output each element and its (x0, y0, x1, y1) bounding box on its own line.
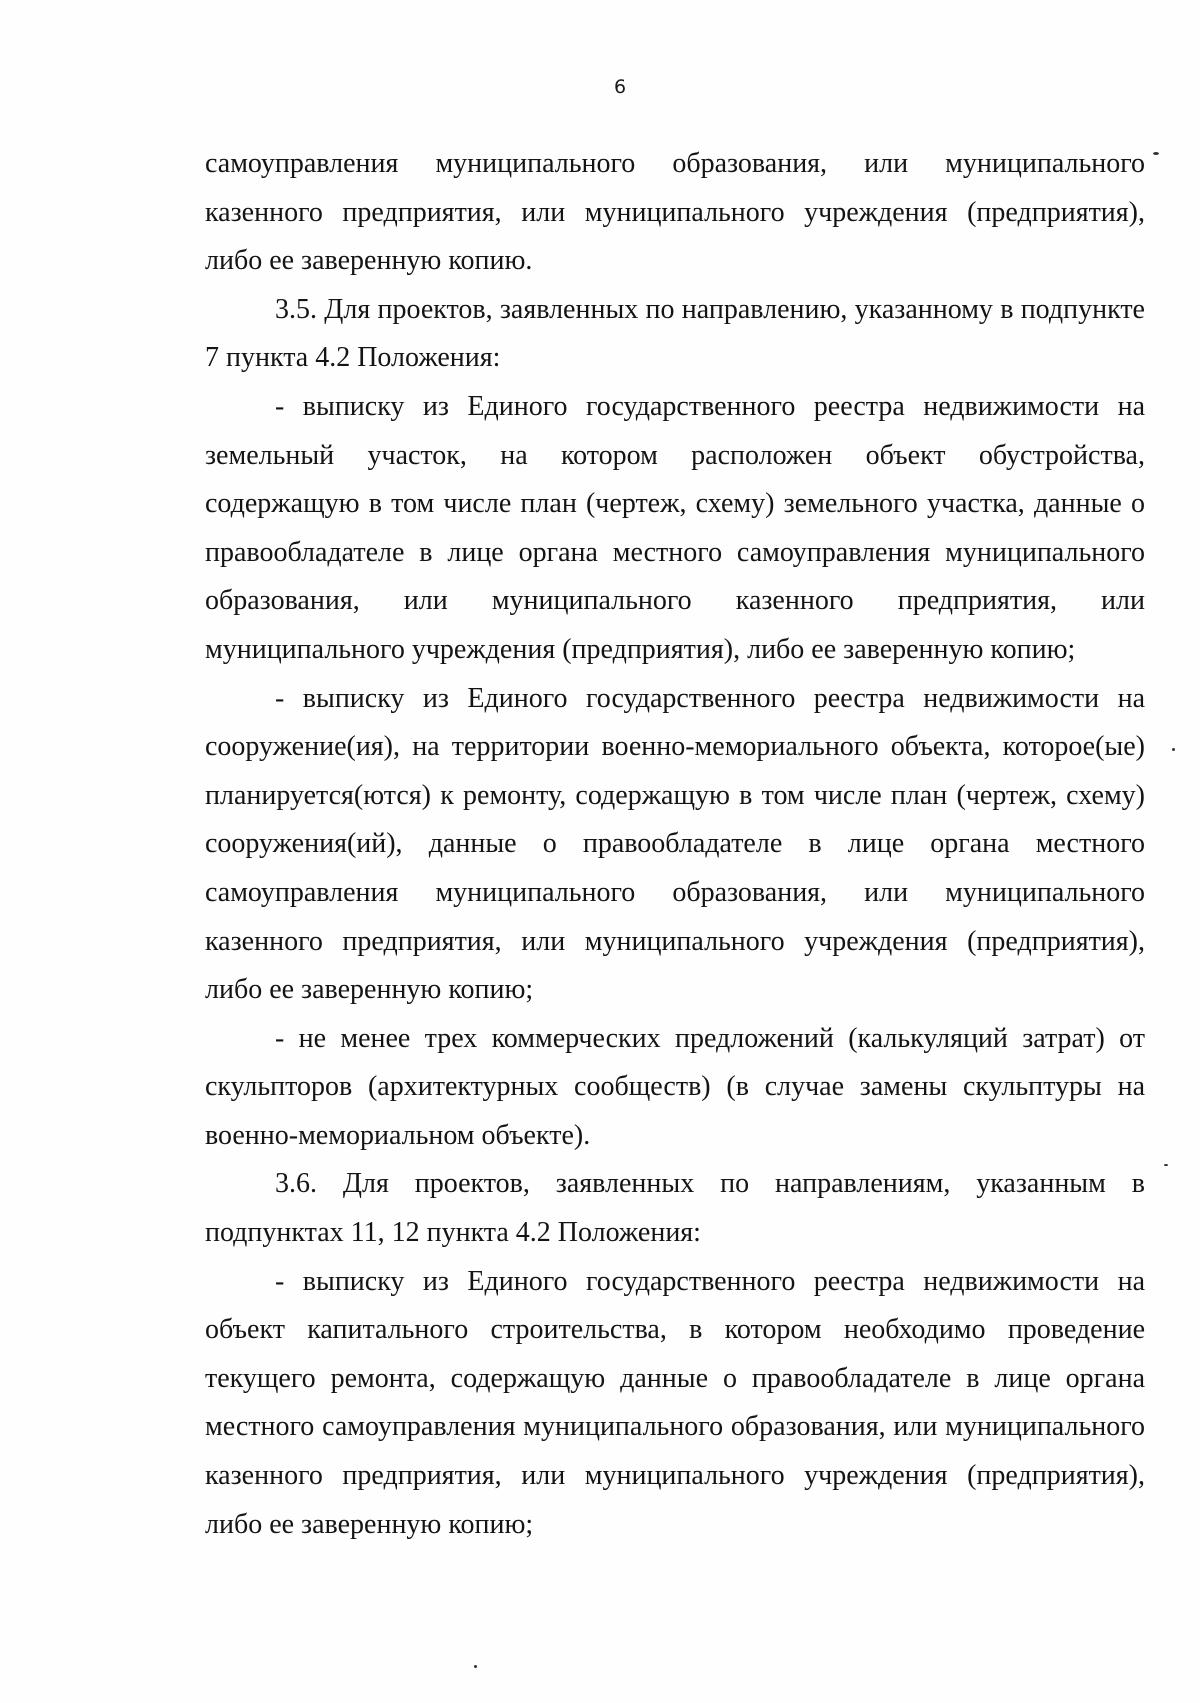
paragraph-section-3-6: 3.6. Для проектов, заявленных по направлениям, указанным в подпунктах 11, 12 пункта 4.2 Положения: (205, 1168, 1145, 1249)
paragraph-continuation: самоуправления муниципального образования, или муниципального казенного предприятия, или муниципального учреждения (предприятия), либо ее заверенную копию. (205, 148, 1145, 277)
scan-speck (1172, 748, 1175, 751)
paragraph-capital-object-extract: - выписку из Единого государственного реестра недвижимости на объект капитального строительства, в котором необходимо проведение текущего ремонта, содержащую данные о правообладателе в лице органа местного самоуправления муниципального образования, или муниципального казенного предприятия, или муниципального учреждения (предприятия), либо ее заверенную копию; (205, 1265, 1145, 1540)
scan-speck (474, 1665, 477, 1668)
paragraph-structure-extract: - выписку из Единого государственного реестра недвижимости на сооружение(ия), на территории военно-мемориального объекта, которое(ые) планируется(ются) к ремонту, содержащую в том числе план (чертеж, схему) сооружения(ий), данные о правообладателе в лице органа местного самоуправления муниципального образования, или муниципального казенного предприятия, или муниципального учреждения (предприятия), либо ее заверенную копию; (205, 682, 1145, 1006)
page-number: 6 (613, 76, 627, 98)
paragraph-section-3-5: 3.5. Для проектов, заявленных по направлению, указанному в подпункте 7 пункта 4.2 Положения: (205, 293, 1145, 374)
document-body (205, 140, 1145, 1549)
scan-speck (1153, 152, 1159, 155)
paragraph-commercial-offers: - не менее трех коммерческих предложений (калькуляций затрат) от скульпторов (архитектурных сообществ) (в случае замены скульптуры на военно-мемориальном объекте). (205, 1022, 1145, 1151)
scan-speck (1164, 1164, 1168, 1166)
paragraph-land-plot-extract: - выписку из Единого государственного реестра недвижимости на земельный участок, на котором расположен объект обустройства, содержащую в том числе план (чертеж, схему) земельного участка, данные о правообладателе в лице органа местного самоуправления муниципального образования, или муниципального казенного предприятия, или муниципального учреждения (предприятия), либо ее заверенную копию; (205, 390, 1145, 665)
